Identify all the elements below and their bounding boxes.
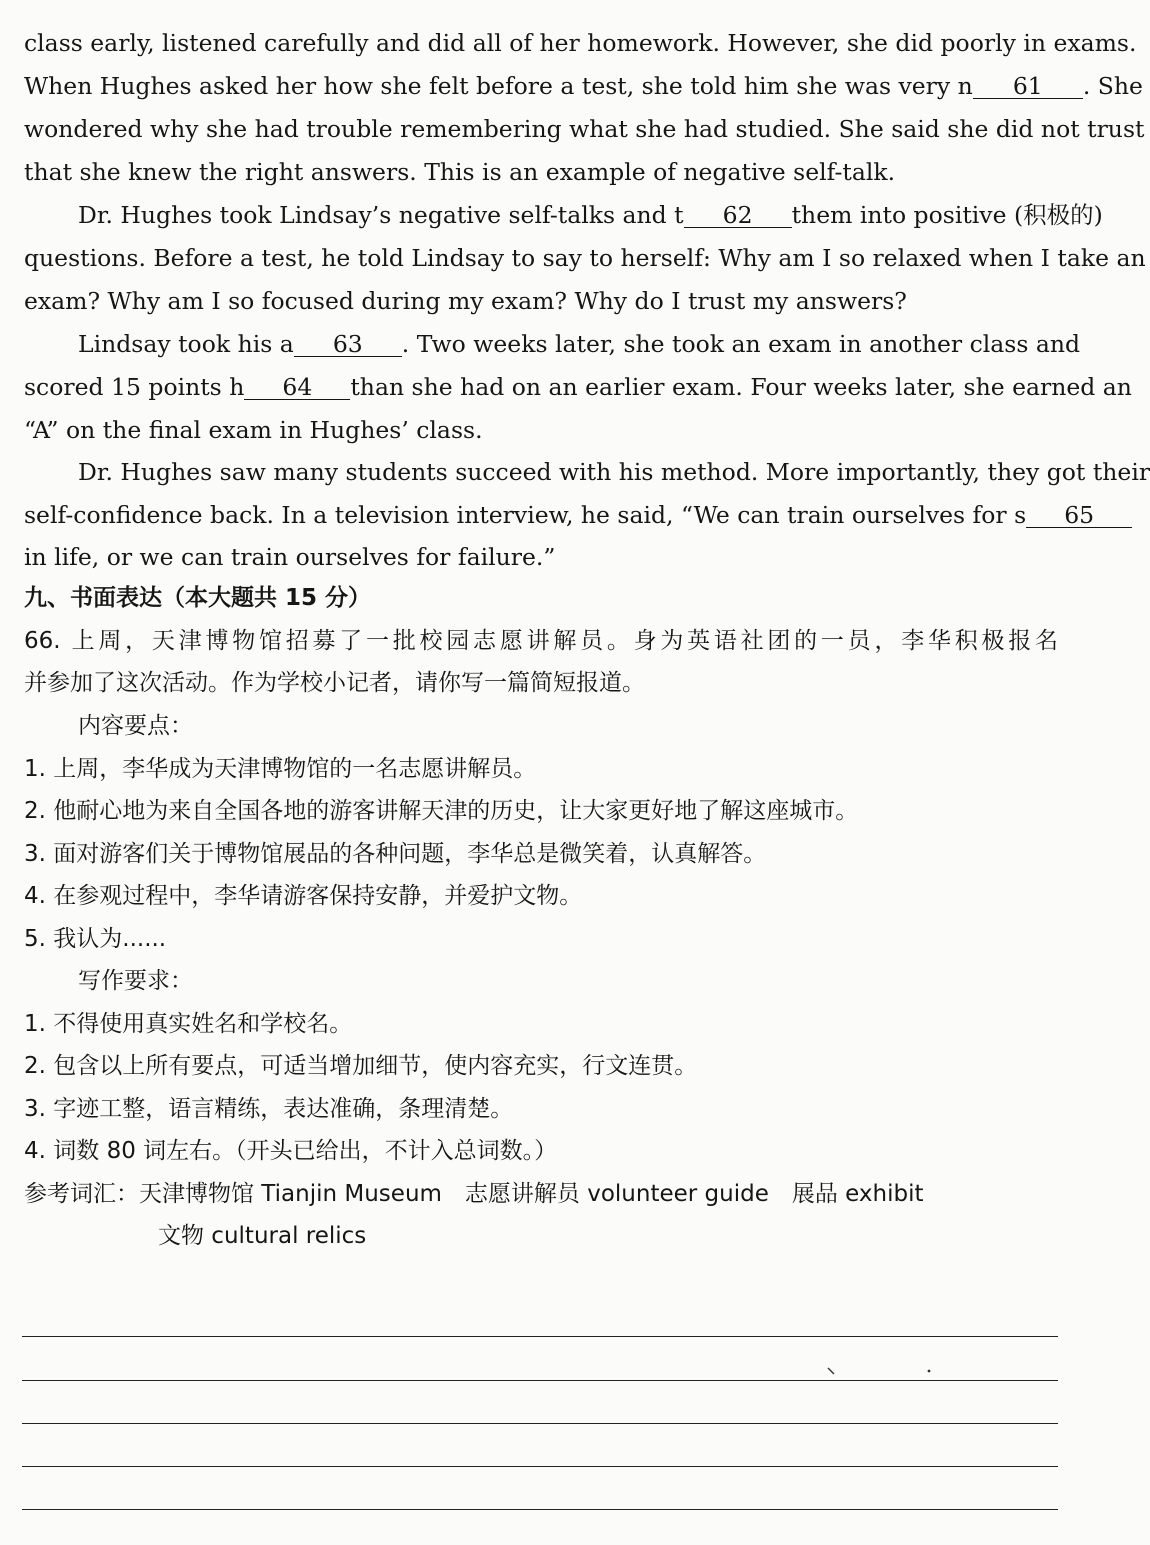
passage-line-6: questions. Before a test, he told Lindsay to say to herself: Why am I so relaxed when I take an [24, 244, 1146, 272]
answer-writing-line-1[interactable] [22, 1336, 1058, 1337]
passage-line-11: Dr. Hughes saw many students succeed with his method. More importantly, they got their [78, 458, 1150, 486]
answer-writing-line-3[interactable] [22, 1423, 1058, 1424]
passage-text: Lindsay took his a [78, 330, 294, 358]
writing-requirement-3: 3. 字迹工整，语言精练，表达准确，条理清楚。 [24, 1096, 514, 1122]
answer-blank-65[interactable]: 65 [1026, 503, 1132, 528]
passage-text: self-confidence back. In a television interview, he said, “We can train ourselves for s [24, 501, 1027, 529]
reference-vocabulary-line-1: 参考词汇：天津博物馆 Tianjin Museum 志愿讲解员 volunteer guide 展品 exhibit [24, 1181, 924, 1207]
scan-speck-mark [826, 1366, 838, 1378]
passage-line-8 [78, 329, 1081, 359]
answer-writing-line-4[interactable] [22, 1466, 1058, 1467]
reference-vocabulary-line-2: 文物 cultural relics [158, 1223, 367, 1249]
content-point-1: 1. 上周，李华成为天津博物馆的一名志愿讲解员。 [24, 756, 537, 782]
passage-text: them into positive (积极的) [791, 201, 1103, 229]
answer-blank-64[interactable]: 64 [244, 375, 350, 400]
answer-blank-61[interactable]: 61 [973, 74, 1083, 99]
question-66-line-1: 66. 上周，天津博物馆招募了一批校园志愿讲解员。身为英语社团的一员，李华积极报名 [24, 628, 1058, 654]
writing-requirement-1: 1. 不得使用真实姓名和学校名。 [24, 1011, 353, 1037]
passage-line-4: that she knew the right answers. This is an example of negative self-talk. [24, 158, 896, 186]
passage-text: When Hughes asked her how she felt before a test, she told him she was very n [24, 72, 973, 100]
answer-blank-63[interactable]: 63 [294, 332, 402, 357]
passage-text: . Two weeks later, she took an exam in another class and [401, 330, 1081, 358]
passage-line-12 [24, 500, 1095, 530]
writing-requirement-2: 2. 包含以上所有要点，可适当增加细节，使内容充实，行文连贯。 [24, 1053, 698, 1079]
passage-text: Dr. Hughes took Lindsay’s negative self-talks and t [78, 201, 684, 229]
passage-line-13: in life, or we can train ourselves for failure.” [24, 543, 556, 571]
passage-line-1: class early, listened carefully and did all of her homework. However, she did poorly in exams. [24, 29, 1137, 57]
writing-requirements-title: 写作要求： [78, 968, 193, 994]
passage-text: scored 15 points h [24, 373, 245, 401]
scan-speck-dot [926, 1368, 934, 1376]
passage-line-10: “A” on the final exam in Hughes’ class. [24, 416, 483, 444]
content-point-3: 3. 面对游客们关于博物馆展品的各种问题，李华总是微笑着，认真解答。 [24, 841, 767, 867]
answer-writing-line-2[interactable] [22, 1380, 1058, 1381]
answer-writing-line-5[interactable] [22, 1509, 1058, 1510]
question-66-line-2: 并参加了这次活动。作为学校小记者，请你写一篇简短报道。 [24, 670, 645, 696]
passage-line-5 [78, 200, 1103, 230]
passage-line-7: exam? Why am I so focused during my exam? Why do I trust my answers? [24, 287, 907, 315]
content-point-4: 4. 在参观过程中，李华请游客保持安静，并爱护文物。 [24, 883, 583, 909]
content-point-2: 2. 他耐心地为来自全国各地的游客讲解天津的历史，让大家更好地了解这座城市。 [24, 798, 859, 824]
content-point-5: 5. 我认为...... [24, 926, 167, 952]
passage-line-2 [24, 71, 1143, 101]
passage-line-9 [24, 372, 1132, 402]
passage-line-3: wondered why she had trouble remembering what she had studied. She said she did not trust [24, 115, 1145, 143]
passage-text: . She [1082, 72, 1143, 100]
writing-requirement-4: 4. 词数 80 词左右。（开头已给出，不计入总词数。） [24, 1138, 558, 1164]
content-points-title: 内容要点： [78, 713, 193, 739]
passage-text: than she had on an earlier exam. Four weeks later, she earned an [350, 373, 1132, 401]
answer-blank-62[interactable]: 62 [684, 203, 792, 228]
section-heading: 九、书面表达（本大题共 15 分） [24, 585, 372, 611]
